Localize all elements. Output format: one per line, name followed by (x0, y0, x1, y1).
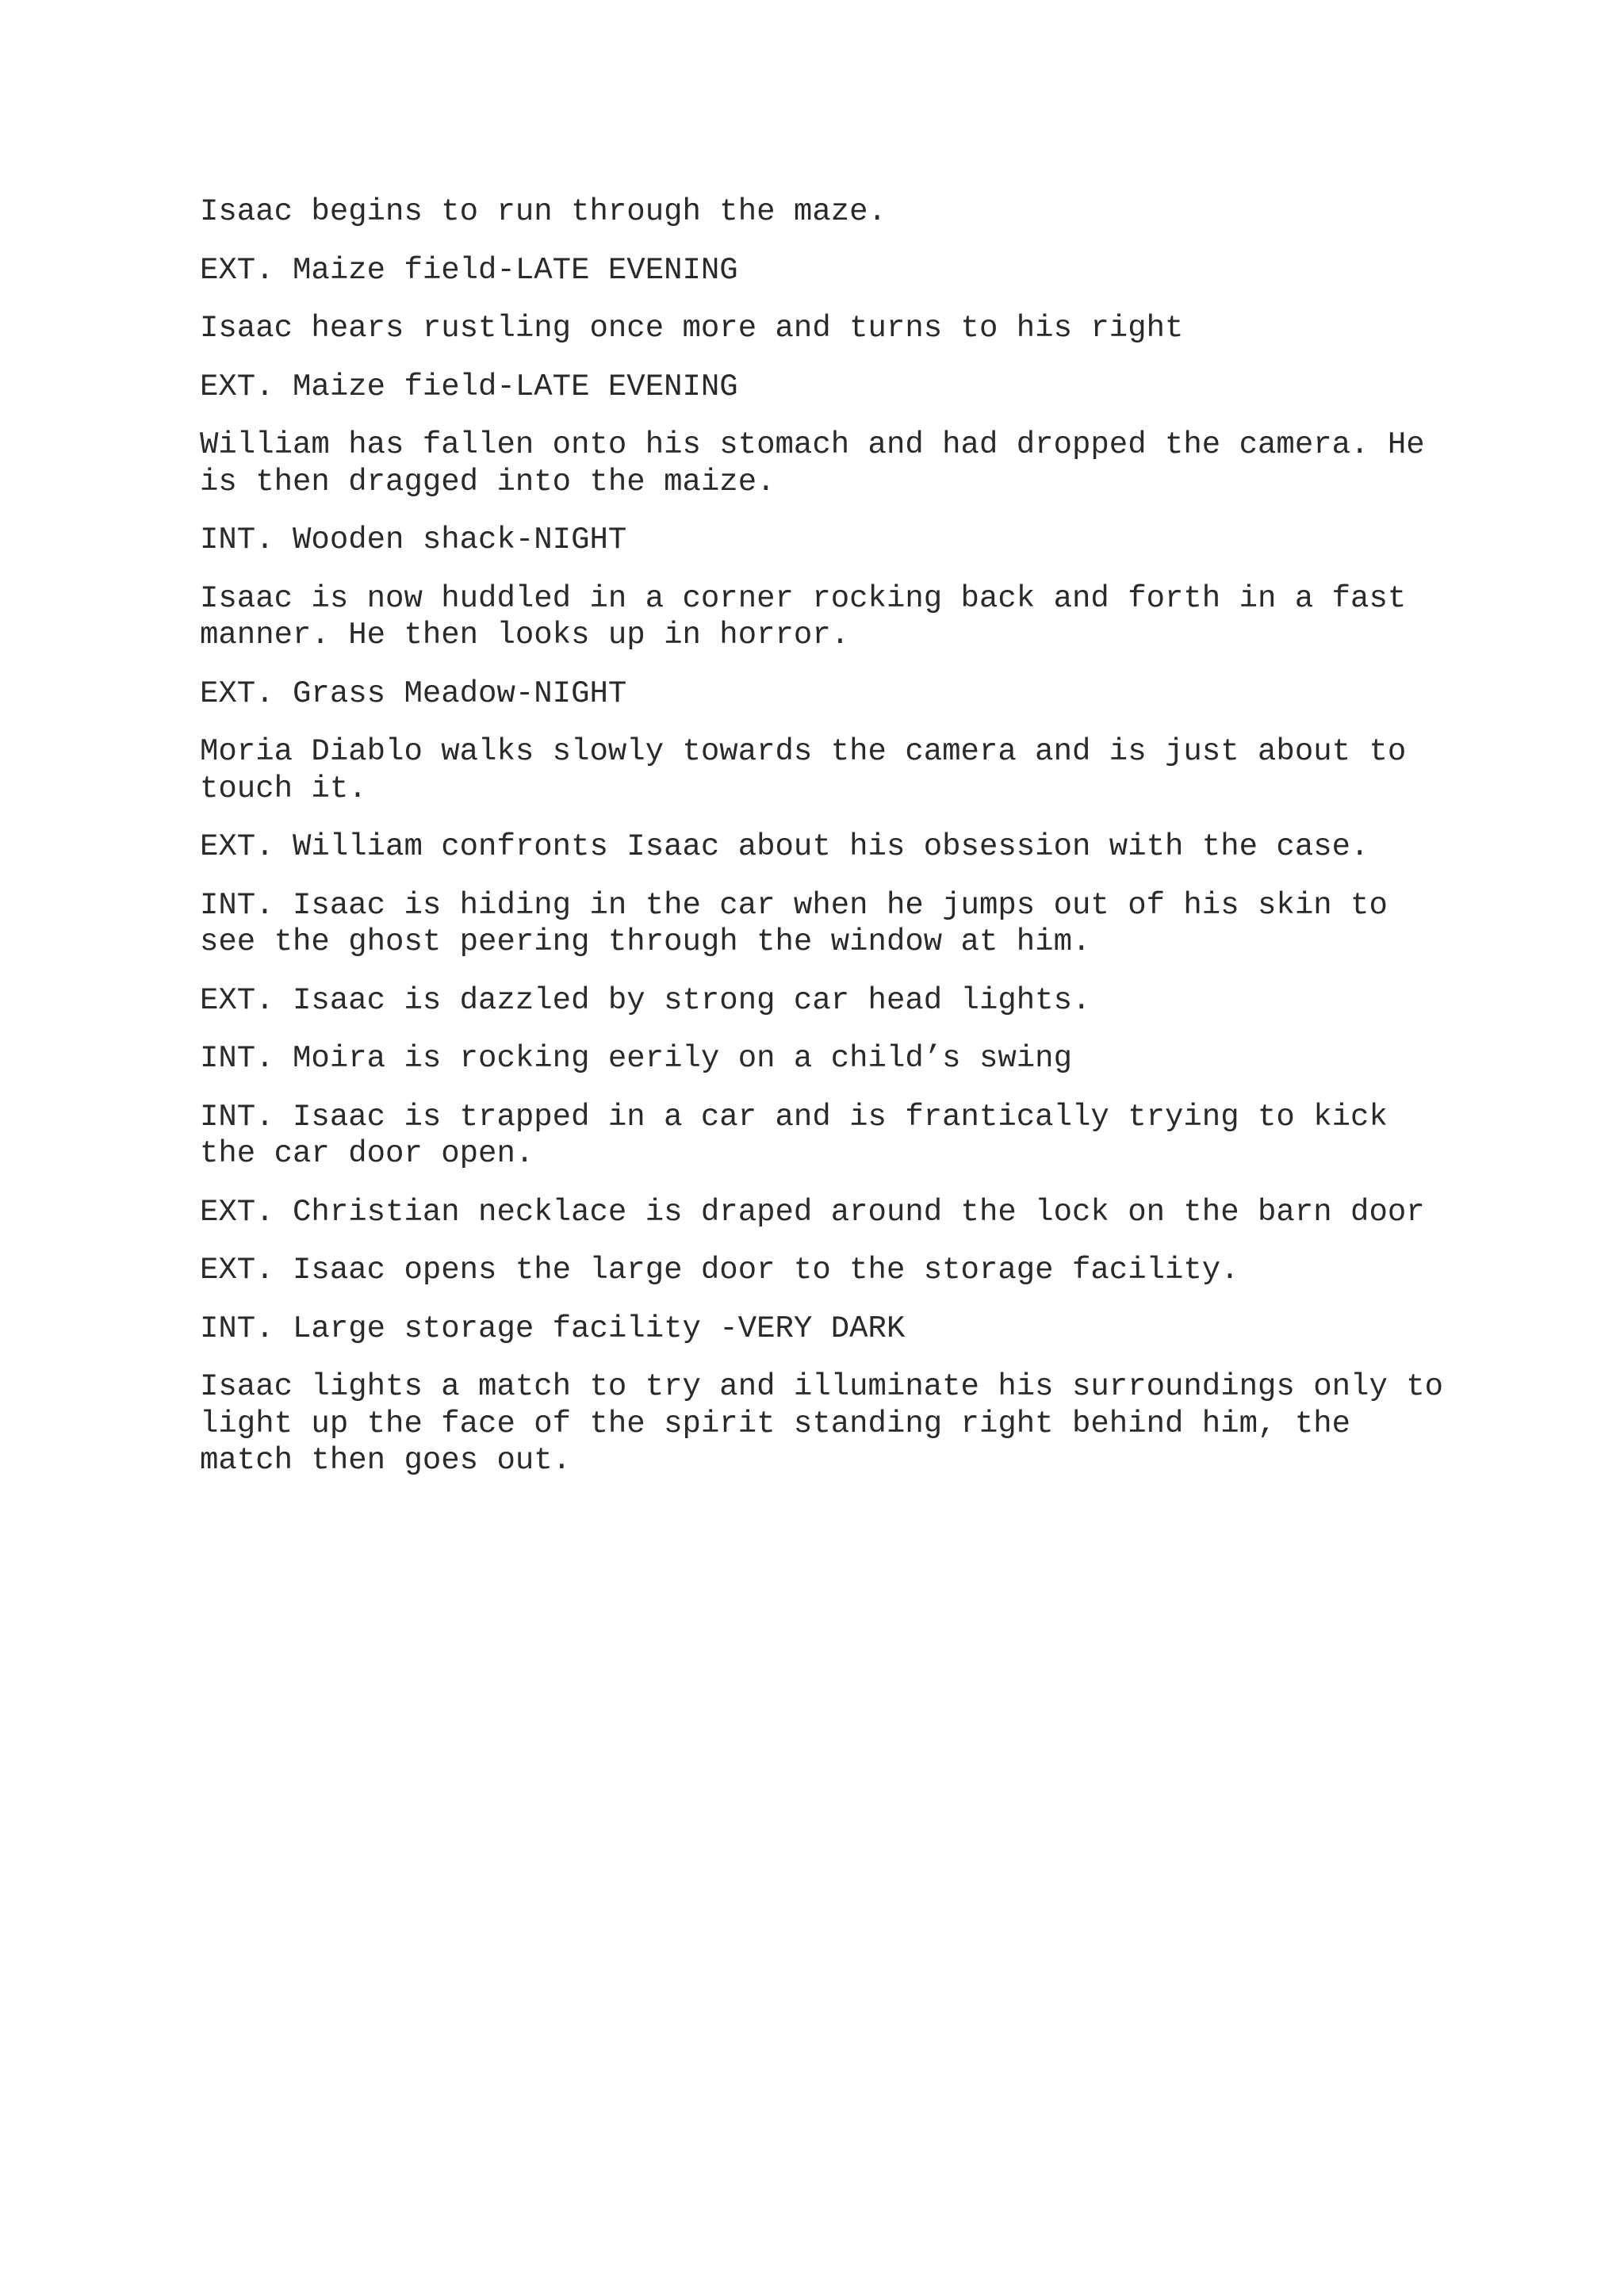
script-body (200, 193, 1453, 1501)
scene-line: EXT. Christian necklace is draped around the lock on the barn door (200, 1194, 1425, 1230)
scene-heading: INT. Large storage facility -VERY DARK (200, 1311, 906, 1346)
action-line: Isaac is now huddled in a corner rocking back and forth in a fast manner. He then looks up in horror. (200, 580, 1407, 652)
scene-heading: EXT. Maize field-LATE EVENING (200, 252, 738, 288)
scene-heading: INT. Wooden shack-NIGHT (200, 522, 627, 557)
scene-line: INT. Isaac is trapped in a car and is frantically trying to kick the car door open. (200, 1099, 1388, 1171)
action-line: Isaac begins to run through the maze. (200, 194, 887, 229)
scene-line: INT. Isaac is hiding in the car when he jumps out of his skin to see the ghost peering through the window at him. (200, 887, 1388, 959)
action-line: William has fallen onto his stomach and had dropped the camera. He is then dragged into the maize. (200, 427, 1425, 499)
scene-line: EXT. Isaac opens the large door to the storage facility. (200, 1253, 1239, 1288)
action-line: Isaac hears rustling once more and turns to his right (200, 311, 1184, 346)
scene-line: EXT. Isaac is dazzled by strong car head lights. (200, 982, 1091, 1018)
action-line: Isaac lights a match to try and illuminate his surroundings only to light up the face of the spirit standing right behind him, the match then goes out. (200, 1369, 1444, 1478)
scene-heading: EXT. Grass Meadow-NIGHT (200, 675, 627, 711)
scene-line: EXT. William confronts Isaac about his obsession with the case. (200, 829, 1369, 864)
scene-line: INT. Moira is rocking eerily on a child’s swing (200, 1041, 1072, 1076)
action-line: Moria Diablo walks slowly towards the camera and is just about to touch it. (200, 734, 1407, 806)
scene-heading: EXT. Maize field-LATE EVENING (200, 369, 738, 404)
